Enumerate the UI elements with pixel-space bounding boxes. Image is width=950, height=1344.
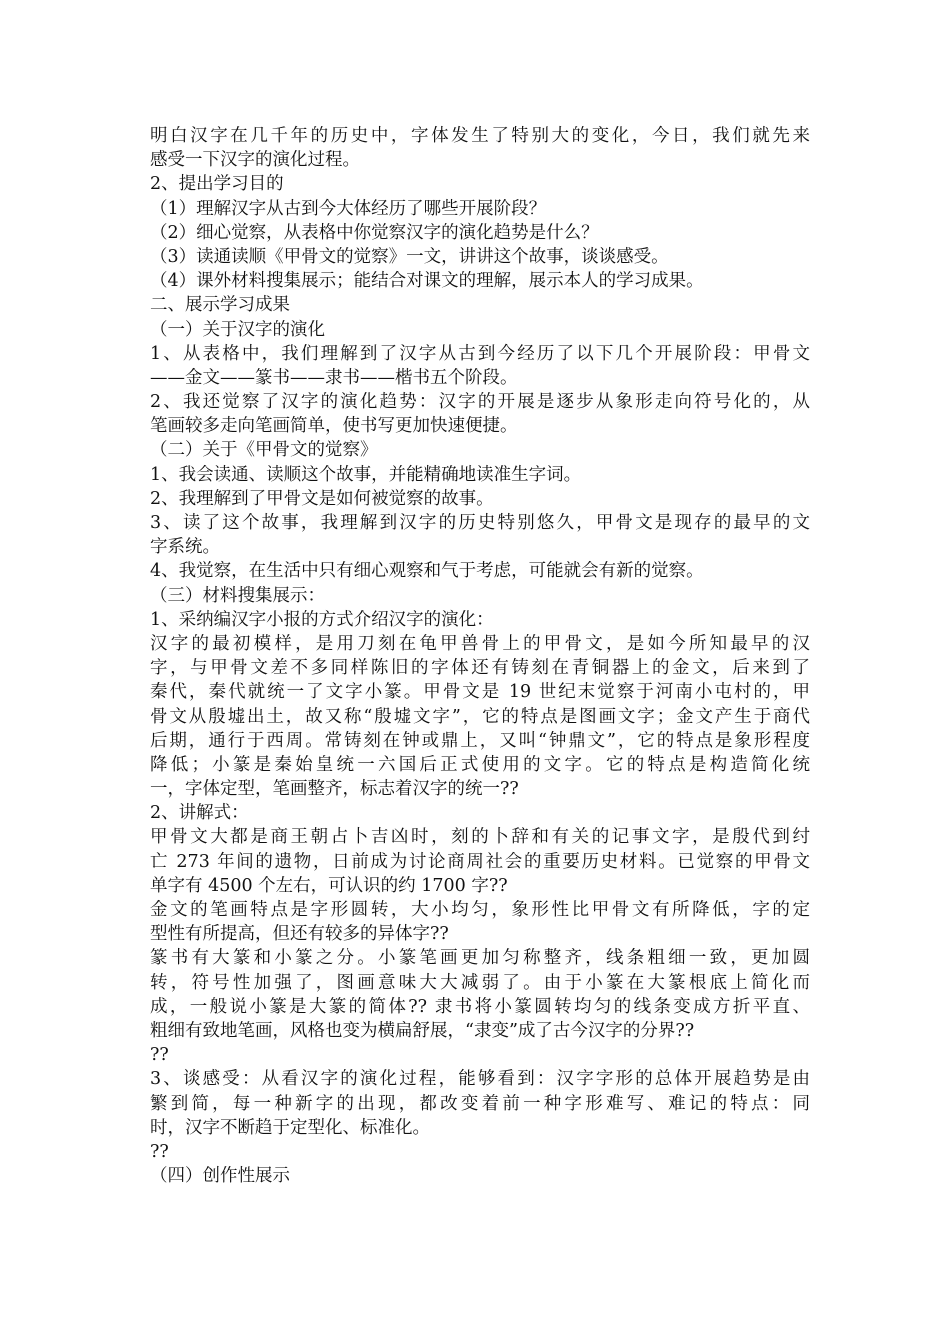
subsection-heading: （四）创作性展示 (150, 1166, 290, 1187)
text-line: 1、从表格中，我们理解到了汉字从古到今经历了以下几个开展阶段：甲骨文 (150, 343, 810, 364)
text-line: 3、读了这个故事，我理解到汉字的历史特别悠久，甲骨文是现存的最早的文 (150, 513, 810, 533)
text-line: 骨文从殷墟出土，故又称“殷墟文字”，它的特点是图画文字；金文产生于商代 (150, 706, 810, 727)
text-line: （1）理解汉字从古到今大体经历了哪些开展阶段？ (150, 198, 547, 219)
text-line: 汉字的最初模样，是用刀刻在龟甲兽骨上的甲骨文，是如今所知最早的汉 (150, 633, 810, 654)
subsection-heading: （三）材料搜集展示： (150, 585, 325, 606)
text-line: ?? (150, 1045, 169, 1066)
text-line: 字，与甲骨文差不多同样陈旧的字体还有铸刻在青铜器上的金文，后来到了 (150, 658, 810, 679)
text-line: 1、采纳编汉字小报的方式介绍汉字的演化： (150, 609, 494, 630)
subsection-heading: （一）关于汉字的演化 (150, 319, 325, 340)
section-heading: 二、展示学习成果 (150, 295, 290, 316)
text-line: 2、讲解式： (150, 803, 249, 824)
text-line: 感受一下汉字的演化过程。 (150, 150, 360, 171)
text-line: ——金文——篆书——隶书——楷书五个阶段。 (150, 367, 518, 388)
section-heading: 2、提出学习目的 (150, 174, 284, 195)
text-line: 3、谈感受：从看汉字的演化过程，能够看到：汉字字形的总体开展趋势是由 (150, 1069, 810, 1090)
text-line: 降低；小篆是秦始皇统一六国后正式使用的文字。它的特点是构造简化统 (150, 754, 810, 775)
text-line: 粗细有致地笔画，风格也变为横扁舒展，“隶变”成了古今汉字的分界?? (150, 1020, 695, 1041)
text-line: 字系统。 (150, 537, 220, 558)
text-line: 笔画较多走向笔画简单，使书写更加快速便捷。 (150, 416, 518, 437)
text-line: （4）课外材料搜集展示；能结合对课文的理解，展示本人的学习成果。 (150, 271, 704, 292)
text-line: 时，汉字不断趋于定型化、标准化。 (150, 1117, 430, 1138)
text-line: 金文的笔画特点是字形圆转，大小均匀，象形性比甲骨文有所降低，字的定 (150, 900, 810, 920)
text-line: （3）读通读顺《甲骨文的觉察》一文，讲讲这个故事，谈谈感受。 (150, 246, 669, 267)
text-line: 型性有所提高，但还有较多的异体字?? (150, 924, 449, 945)
text-line: ?? (150, 1141, 169, 1162)
text-line: 单字有 4500 个左右，可认识的约 1700 字?? (150, 875, 508, 896)
text-line: 甲骨文大都是商王朝占卜吉凶时，刻的卜辞和有关的记事文字，是殷代到纣 (150, 827, 810, 848)
text-line: 明白汉字在几千年的历史中，字体发生了特别大的变化，今日，我们就先来 (150, 126, 810, 146)
subsection-heading: （二）关于《甲骨文的觉察》 (150, 440, 378, 461)
text-line: 一，字体定型，笔画整齐，标志着汉字的统一?? (150, 779, 519, 800)
text-line: 2、我还觉察了汉字的演化趋势：汉字的开展是逐步从象形走向符号化的，从 (150, 392, 810, 413)
text-line: 转，符号性加强了，图画意味大大减弱了。由于小篆在大篆根底上简化而 (150, 972, 810, 993)
text-line: 后期，通行于西周。常铸刻在钟或鼎上，又叫“钟鼎文”，它的特点是象形程度 (150, 730, 810, 751)
text-line: 1、我会读通、读顺这个故事，并能精确地读准生字词。 (150, 464, 582, 485)
text-line: 繁到简，每一种新字的出现，都改变着前一种字形难写、难记的特点：同 (150, 1093, 810, 1114)
text-line: 篆书有大篆和小篆之分。小篆笔画更加匀称整齐，线条粗细一致，更加圆 (150, 948, 810, 969)
text-line: （2）细心觉察，从表格中你觉察汉字的演化趋势是什么？ (150, 222, 599, 243)
text-line: 秦代，秦代就统一了文字小篆。甲骨文是 19 世纪末觉察于河南小屯村的，甲 (150, 682, 810, 703)
document-page (150, 124, 810, 1188)
text-line: 2、我理解到了甲骨文是如何被觉察的故事。 (150, 488, 494, 509)
text-line: 亡 273 年间的遗物，日前成为讨论商周社会的重要历史材料。已觉察的甲骨文 (150, 851, 810, 872)
text-line: 4、我觉察，在生活中只有细心观察和气于考虑，可能就会有新的觉察。 (150, 561, 704, 582)
text-line: 成，一般说小篆是大篆的简体?? 隶书将小篆圆转均匀的线条变成方折平直、 (150, 996, 810, 1017)
